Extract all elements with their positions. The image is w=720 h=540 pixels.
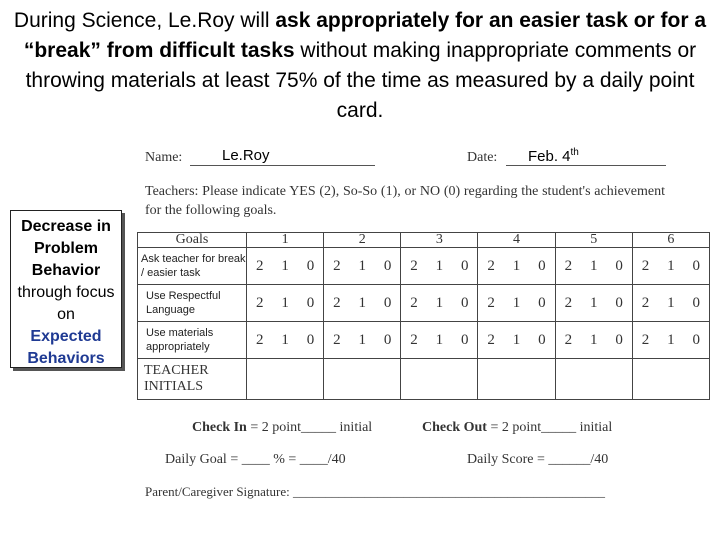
initials-cell[interactable] (632, 359, 709, 400)
period-header-6: 6 (632, 233, 709, 248)
name-field[interactable] (190, 146, 375, 166)
score-cell[interactable] (247, 248, 324, 285)
initials-cell[interactable] (247, 359, 324, 400)
score-soso[interactable]: 1 (435, 257, 444, 274)
score-cell[interactable] (478, 248, 555, 285)
goal-statement (10, 6, 710, 126)
score-soso[interactable]: 1 (512, 331, 521, 348)
score-soso[interactable]: 1 (281, 294, 289, 311)
score-yes[interactable]: 2 (333, 331, 341, 348)
table-row (138, 248, 710, 285)
score-cell[interactable] (401, 285, 478, 322)
goal-statement-emphasis: ask appropriately for an easier task or for a “break” from difficult tasks (23, 9, 707, 62)
signature-line: Parent/Caregiver Signature: ________________________________________________ (145, 484, 606, 499)
period-header-1: 1 (247, 233, 324, 248)
period-header-2: 2 (324, 233, 401, 248)
score-no[interactable]: 0 (461, 331, 469, 348)
score-yes[interactable]: 2 (410, 257, 418, 274)
score-soso[interactable]: 1 (512, 294, 521, 311)
score-cell[interactable] (632, 322, 709, 359)
score-yes[interactable]: 2 (487, 331, 495, 348)
period-header-4: 4 (478, 233, 555, 248)
score-yes[interactable]: 2 (255, 257, 264, 274)
score-soso[interactable]: 1 (589, 294, 598, 311)
date-value: Feb. 4 (528, 148, 571, 165)
score-cell[interactable] (478, 322, 555, 359)
score-yes[interactable]: 2 (410, 294, 418, 311)
score-yes[interactable]: 2 (641, 257, 650, 274)
score-no[interactable]: 0 (538, 331, 546, 348)
score-yes[interactable]: 2 (641, 294, 650, 311)
date-field[interactable] (506, 146, 666, 166)
score-no[interactable]: 0 (383, 294, 392, 311)
behavior-focus-expected: Expected Behaviors (27, 328, 105, 367)
initials-cell[interactable] (478, 359, 555, 400)
score-no[interactable]: 0 (461, 257, 469, 274)
goal-label: Use materials appropriately (138, 322, 247, 359)
score-no[interactable]: 0 (461, 294, 469, 311)
table-row (138, 285, 710, 322)
score-yes[interactable]: 2 (255, 331, 264, 348)
score-yes[interactable]: 2 (333, 294, 341, 311)
score-soso[interactable]: 1 (589, 257, 598, 274)
score-no[interactable]: 0 (615, 257, 623, 274)
score-soso[interactable]: 1 (281, 257, 289, 274)
score-yes[interactable]: 2 (564, 257, 573, 274)
score-soso[interactable]: 1 (589, 331, 598, 348)
score-cell[interactable] (555, 248, 632, 285)
score-cell[interactable] (247, 322, 324, 359)
initials-cell[interactable] (555, 359, 632, 400)
score-soso[interactable]: 1 (512, 257, 521, 274)
date-label: Date: (467, 150, 498, 165)
period-header-5: 5 (555, 233, 632, 248)
goal-statement-rest: without making inappropriate comments or throwing materials at least 75% of the time as measured by a daily point card. (25, 39, 697, 122)
behavior-focus-box (10, 210, 122, 368)
score-cell[interactable] (247, 285, 324, 322)
goal-statement-intro: During Science, Le.Roy will (13, 9, 276, 32)
score-cell[interactable] (324, 285, 401, 322)
score-soso[interactable]: 1 (281, 331, 289, 348)
score-no[interactable]: 0 (538, 257, 546, 274)
period-header-3: 3 (401, 233, 478, 248)
check-out-label: Check Out (422, 420, 487, 435)
score-no[interactable]: 0 (383, 257, 392, 274)
score-soso[interactable]: 1 (358, 257, 366, 274)
score-no[interactable]: 0 (692, 294, 701, 311)
daily-goal-line: Daily Goal = ____ % = ____/40 (165, 452, 346, 467)
check-out-rest: = 2 point_____ initial (486, 420, 613, 435)
score-no[interactable]: 0 (306, 257, 315, 274)
date-suffix: th (570, 147, 579, 158)
initials-cell[interactable] (401, 359, 478, 400)
score-yes[interactable]: 2 (487, 257, 495, 274)
score-cell[interactable] (324, 248, 401, 285)
score-no[interactable]: 0 (692, 257, 701, 274)
score-cell[interactable] (555, 322, 632, 359)
score-no[interactable]: 0 (692, 331, 701, 348)
check-in-rest: = 2 point_____ initial (246, 420, 373, 435)
score-yes[interactable]: 2 (487, 294, 495, 311)
score-soso[interactable]: 1 (435, 294, 444, 311)
score-no[interactable]: 0 (306, 331, 315, 348)
score-soso[interactable]: 1 (667, 257, 675, 274)
score-yes[interactable]: 2 (410, 331, 418, 348)
table-header-row (138, 233, 710, 248)
score-no[interactable]: 0 (538, 294, 546, 311)
score-soso[interactable]: 1 (435, 331, 444, 348)
check-in-line (192, 420, 372, 436)
behavior-focus-connector: through focus on (17, 284, 115, 323)
score-yes[interactable]: 2 (641, 331, 650, 348)
score-yes[interactable]: 2 (333, 257, 341, 274)
initials-label: TEACHER INITIALS (138, 359, 247, 400)
score-cell[interactable] (478, 285, 555, 322)
score-cell[interactable] (401, 322, 478, 359)
goals-header: Goals (138, 233, 247, 248)
name-label: Name: (145, 150, 183, 165)
goal-label: Ask teacher for break / easier task (138, 248, 247, 285)
score-cell[interactable] (401, 248, 478, 285)
score-no[interactable]: 0 (306, 294, 315, 311)
score-no[interactable]: 0 (383, 331, 392, 348)
score-soso[interactable]: 1 (667, 294, 675, 311)
score-cell[interactable] (555, 285, 632, 322)
score-soso[interactable]: 1 (358, 294, 366, 311)
initials-cell[interactable] (324, 359, 401, 400)
behavior-focus-title: Decrease in Problem Behavior (21, 218, 111, 279)
table-row (138, 322, 710, 359)
name-value: Le.Roy (222, 147, 270, 164)
score-no[interactable]: 0 (615, 331, 623, 348)
daily-score-line: Daily Score = ______/40 (467, 452, 609, 467)
score-yes[interactable]: 2 (255, 294, 264, 311)
score-soso[interactable]: 1 (358, 331, 366, 348)
point-card-table (137, 232, 710, 400)
score-cell[interactable] (324, 322, 401, 359)
score-yes[interactable]: 2 (564, 294, 573, 311)
initials-row (138, 359, 710, 400)
score-cell[interactable] (632, 285, 709, 322)
score-no[interactable]: 0 (615, 294, 623, 311)
check-out-line (422, 420, 612, 436)
check-in-label: Check In (192, 420, 247, 435)
score-soso[interactable]: 1 (667, 331, 675, 348)
goal-label: Use Respectful Language (138, 285, 247, 322)
score-yes[interactable]: 2 (564, 331, 573, 348)
score-cell[interactable] (632, 248, 709, 285)
teacher-instructions: Teachers: Please indicate YES (2), So-So (1), or NO (0) regarding the student's achievement for the following goals. (145, 184, 665, 218)
